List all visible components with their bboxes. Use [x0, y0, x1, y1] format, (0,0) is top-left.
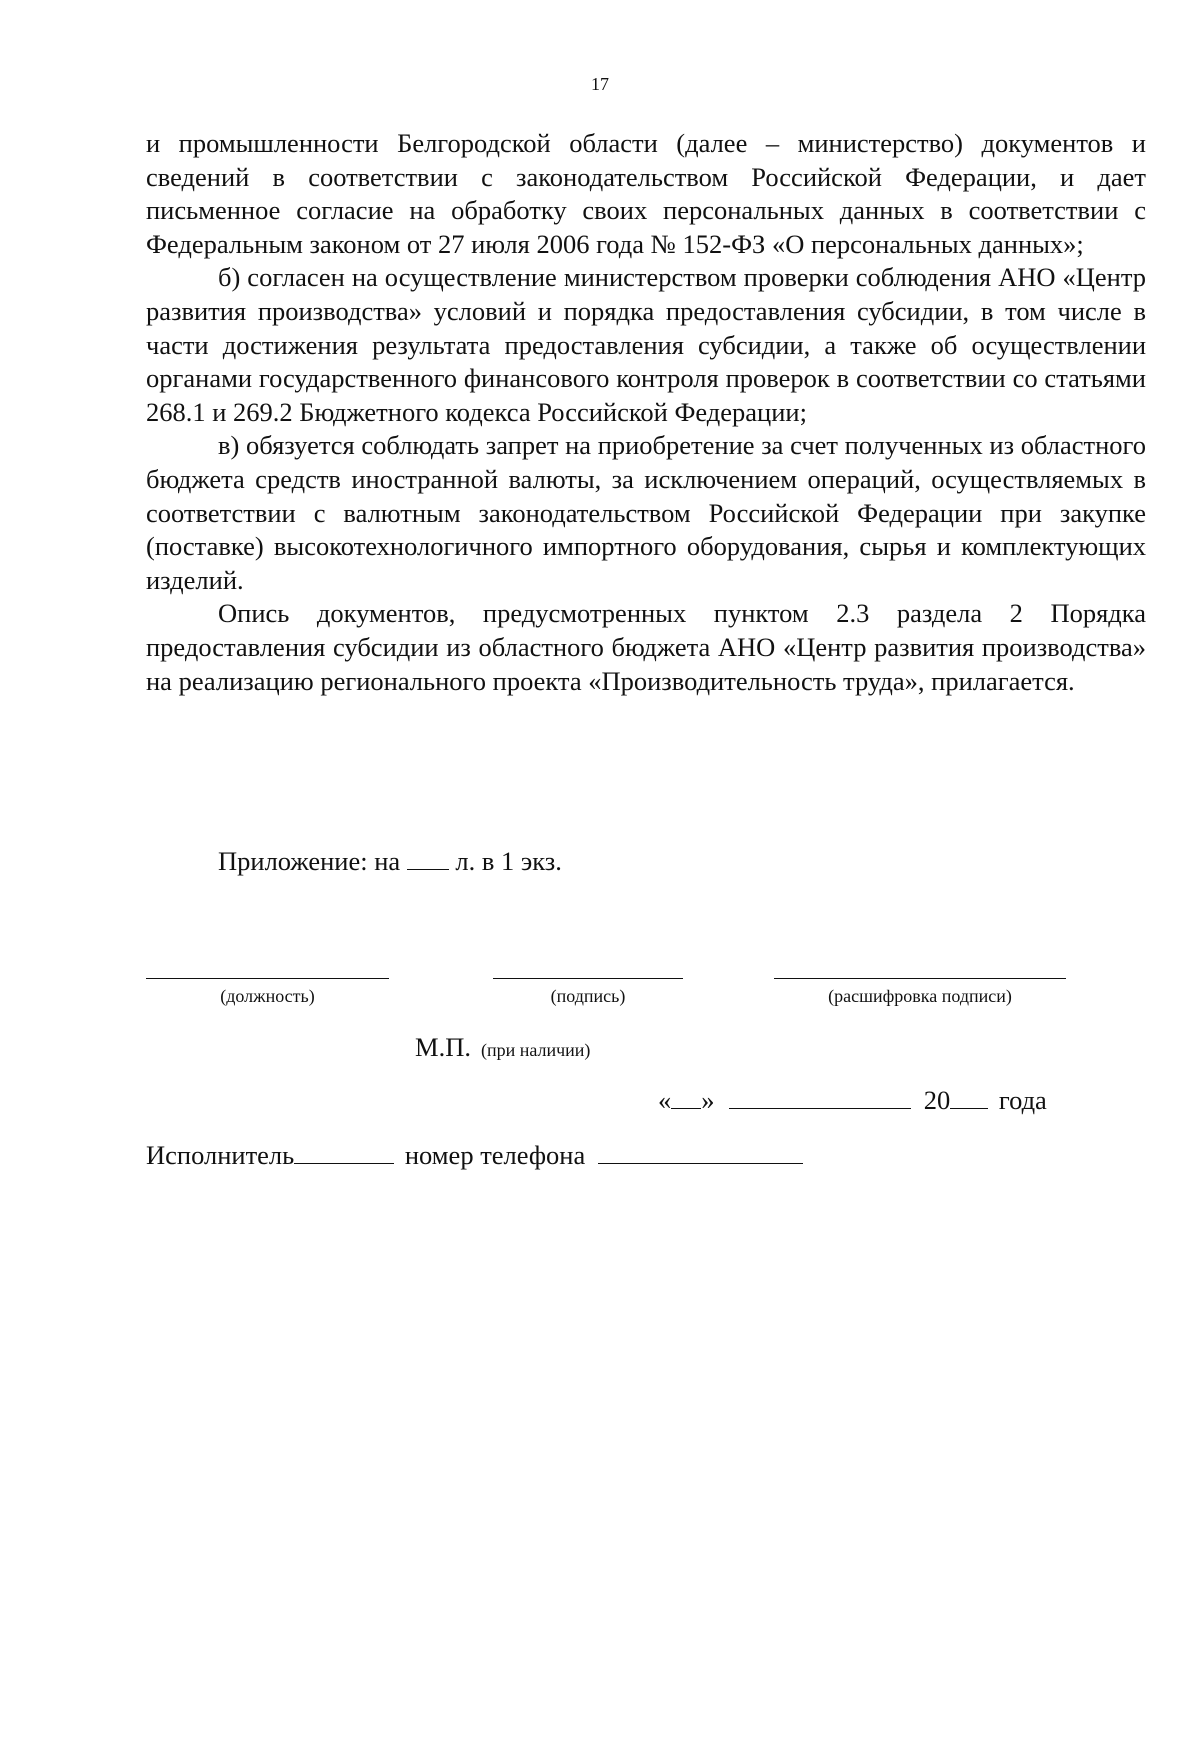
- position-line[interactable]: [146, 978, 389, 979]
- signature-decoding-caption: (расшифровка подписи): [828, 986, 1012, 1006]
- phone-blank[interactable]: [598, 1137, 803, 1164]
- paragraph-inventory: Опись документов, предусмотренных пунктом 2.3 раздела 2 Порядка предоставления субсидии из областного бюджета АНО «Центр развития производства» на реализацию регионального проекта «Производительность труда», прилагается.: [146, 598, 1146, 696]
- phone-label: номер телефона: [404, 1140, 586, 1170]
- attachment-line: [218, 843, 562, 877]
- page-number: 17: [591, 74, 609, 94]
- executor-line: [146, 1137, 803, 1171]
- signature-line[interactable]: [493, 978, 683, 979]
- date-close-quote: »: [701, 1085, 715, 1115]
- executor-blank[interactable]: [294, 1137, 394, 1164]
- paragraph-item-b: б) согласен на осуществление министерством проверки соблюдения АНО «Центр развития производства» условий и порядка предоставления субсидии, в том числе в части достижения результата предоставления субсидии, а также об осуществлении органами государственного финансового контроля проверок в соответствии со статьями 268.1 и 269.2 Бюджетного кодекса Российской Федерации;: [146, 262, 1146, 427]
- paragraph-item-v: в) обязуется соблюдать запрет на приобретение за счет полученных из областного бюджета средств иностранной валюты, за исключением операций, осуществляемых в соответствии с валютным законодательством Российской Федерации при закупке (поставке) высокотехнологичного импортного оборудования, сырья и комплектующих изделий.: [146, 430, 1146, 595]
- year-suffix: года: [998, 1085, 1047, 1115]
- year-prefix: 20: [923, 1085, 951, 1115]
- signature-decoding-line[interactable]: [774, 978, 1066, 979]
- date-line: [658, 1082, 1047, 1116]
- stamp-line: [415, 1032, 590, 1063]
- paragraph-continuation: и промышленности Белгородской области (далее – министерство) документов и сведений в соответствии с законодательством Российской Федерации, и дает письменное согласие на обработку своих персональных данных в соответствии с Федеральным законом от 27 июля 2006 года № 152-ФЗ «О персональных данных»;: [146, 128, 1146, 259]
- position-caption: (должность): [220, 986, 315, 1006]
- signature-caption: (подпись): [550, 986, 626, 1006]
- month-blank[interactable]: [729, 1082, 911, 1109]
- attachment-suffix: л. в 1 экз.: [455, 846, 562, 876]
- day-blank[interactable]: [671, 1082, 701, 1109]
- document-body: [146, 127, 1146, 698]
- attachment-prefix: Приложение: на: [218, 846, 401, 876]
- stamp-label: М.П.: [415, 1032, 471, 1062]
- year-blank[interactable]: [950, 1082, 988, 1109]
- attachment-pages-blank[interactable]: [407, 843, 449, 870]
- date-open-quote: «: [658, 1085, 672, 1115]
- stamp-note: (при наличии): [480, 1040, 591, 1060]
- executor-label: Исполнитель: [146, 1140, 295, 1170]
